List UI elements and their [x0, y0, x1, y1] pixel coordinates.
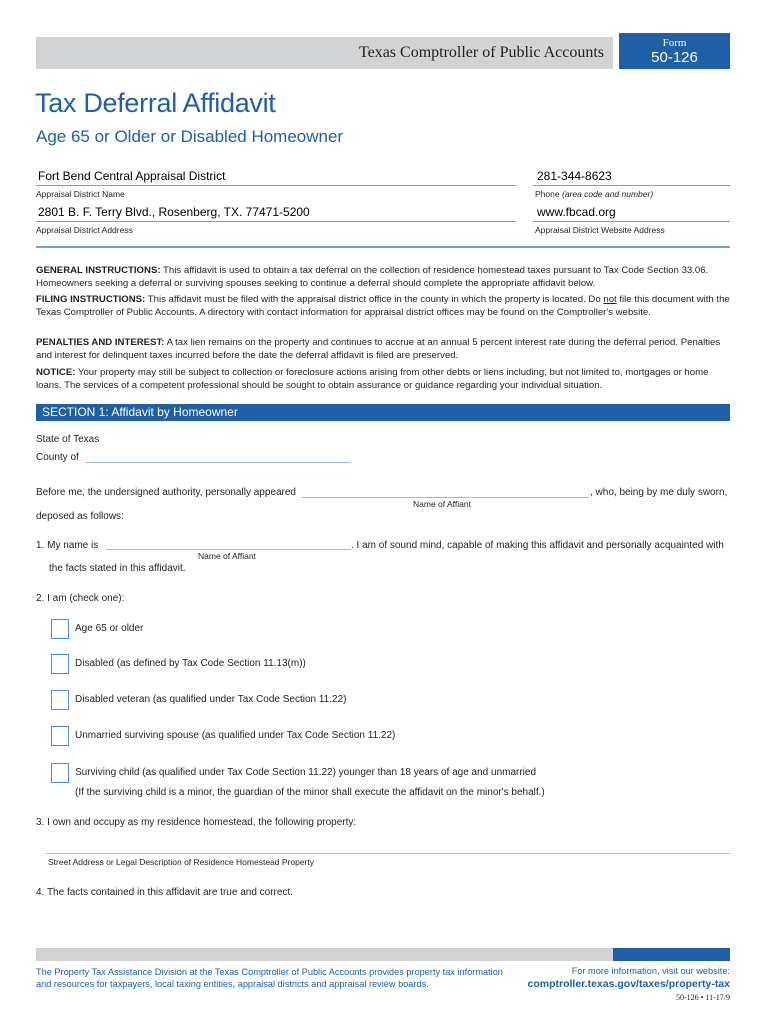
- filing-instructions-heading: FILING INSTRUCTIONS:: [36, 294, 146, 305]
- phone-line: [533, 185, 730, 186]
- state-text: State of Texas: [36, 434, 100, 445]
- item1-prefix: 1. My name is: [36, 540, 99, 551]
- checkbox-surviving-child[interactable]: [51, 763, 69, 783]
- affiant-name-caption: Name of Affiant: [413, 499, 471, 509]
- filing-instructions: [36, 293, 730, 319]
- item3-text: 3. I own and occupy as my residence homestead, the following property:: [36, 817, 357, 828]
- footer-description: The Property Tax Assistance Division at the Texas Comptroller of Public Accounts provides property tax information and resources for taxpayers, local taxing entities, appraisal districts and appraisal review boards.: [36, 967, 503, 989]
- phone-label-text: Phone: [535, 189, 560, 199]
- footer-website-prompt: For more information, visit our website:: [571, 966, 730, 976]
- district-address-line: [36, 221, 516, 222]
- my-name-caption: Name of Affiant: [198, 551, 256, 561]
- page-subtitle: Age 65 or Older or Disabled Homeowner: [36, 127, 344, 146]
- surviving-child-note: (If the surviving child is a minor, the guardian of the minor shall execute the affidavit on the minor's behalf.): [75, 787, 545, 798]
- item4-text: 4. The facts contained in this affidavit are true and correct.: [36, 887, 293, 898]
- notice: [36, 366, 730, 392]
- form-number: 50-126: [651, 49, 698, 66]
- option-surviving-spouse-label: Unmarried surviving spouse (as qualified under Tax Code Section 11.22): [75, 730, 396, 741]
- district-name-field[interactable]: Fort Bend Central Appraisal District: [38, 169, 226, 183]
- footer-gray-bar: [36, 948, 613, 961]
- affiant-name-input[interactable]: [302, 497, 589, 498]
- item1-suffix: . I am of sound mind, capable of making this affidavit and personally acquainted with: [351, 540, 724, 551]
- district-address-field[interactable]: 2801 B. F. Terry Blvd., Rosenberg, TX. 77471-5200: [38, 205, 310, 219]
- phone-field[interactable]: 281-344-8623: [537, 169, 612, 183]
- footer-form-code: 50-126 • 11-17/9: [675, 993, 730, 1002]
- filing-instructions-text-b: file this document with the Texas Comptroller of Public Accounts. A directory with contact information for appraisal district offices may be found on the Comptroller's website.: [36, 294, 730, 318]
- form-label: Form: [662, 37, 687, 49]
- before-me-text: Before me, the undersigned authority, personally appeared: [36, 487, 296, 498]
- general-instructions-text: This affidavit is used to obtain a tax deferral on the collection of residence homestead taxes pursuant to Tax Code Section 33.06. Homeowners seeking a deferral or surviving spouses seeking to continue a deferral should complete the appropriate affidavit below.: [36, 265, 709, 289]
- option-age-65-label: Age 65 or older: [75, 623, 144, 634]
- filing-instructions-text-a: This affidavit must be filed with the appraisal district office in the county in which the property is located. Do: [147, 294, 601, 305]
- form-number-box: [619, 33, 730, 69]
- sworn-text: , who, being by me duly sworn,: [590, 487, 728, 498]
- footer-website-link[interactable]: comptroller.texas.gov/taxes/property-tax: [527, 978, 730, 990]
- penalties-heading: PENALTIES AND INTEREST:: [36, 337, 165, 348]
- general-instructions-heading: GENERAL INSTRUCTIONS:: [36, 265, 161, 276]
- district-address-label: Appraisal District Address: [36, 225, 133, 235]
- page-title: Tax Deferral Affidavit: [35, 88, 276, 118]
- phone-hint: (area code and number): [561, 189, 654, 199]
- checkbox-disabled-veteran[interactable]: [51, 690, 69, 710]
- option-disabled-label: Disabled (as defined by Tax Code Section 11.13(m)): [75, 658, 306, 669]
- penalties-text: A tax lien remains on the property and continues to accrue at an annual 5 percent interest rate during the deferral period. Penalties and interest for delinquent taxes incurred before the date the deferral affidavit is filed are preserved.: [36, 337, 721, 361]
- agency-name: Texas Comptroller of Public Accounts: [358, 44, 604, 61]
- my-name-input[interactable]: [106, 549, 351, 550]
- section1-title: SECTION 1: Affidavit by Homeowner: [42, 405, 238, 419]
- website-line: [533, 221, 730, 222]
- filing-not-emphasis: not: [603, 294, 617, 305]
- county-input[interactable]: [86, 462, 351, 463]
- property-description-input[interactable]: [46, 853, 730, 854]
- general-instructions: [36, 264, 730, 290]
- county-label: County of: [36, 452, 79, 463]
- item1-continued: the facts stated in this affidavit.: [49, 563, 186, 574]
- option-disabled-veteran-label: Disabled veteran (as qualified under Tax Code Section 11.22): [75, 694, 347, 705]
- checkbox-age-65[interactable]: [51, 619, 69, 639]
- district-name-line: [36, 185, 516, 186]
- option-surviving-child-label: Surviving child (as qualified under Tax Code Section 11.22) younger than 18 years of age and unmarried: [75, 767, 537, 778]
- phone-label: [535, 189, 653, 199]
- checkbox-surviving-spouse[interactable]: [51, 726, 69, 746]
- notice-heading: NOTICE:: [36, 367, 76, 378]
- property-description-caption: Street Address or Legal Description of Residence Homestead Property: [48, 857, 314, 867]
- checkbox-disabled[interactable]: [51, 654, 69, 674]
- website-label: Appraisal District Website Address: [535, 225, 665, 235]
- item2-text: 2. I am (check one):: [36, 593, 125, 604]
- district-name-label: Appraisal District Name: [36, 189, 125, 199]
- website-field[interactable]: www.fbcad.org: [537, 205, 616, 219]
- footer-blue-bar: [613, 948, 730, 961]
- notice-text: Your property may still be subject to collection or foreclosure actions arising from other debts or liens including, but not limited to, mortgages or home loans. The services of a competent professional should be sought to obtain assurance or guidance regarding your individual situation.: [36, 367, 709, 391]
- penalties-interest: [36, 336, 730, 362]
- section-divider: [36, 246, 730, 248]
- deposed-text: deposed as follows:: [36, 511, 124, 522]
